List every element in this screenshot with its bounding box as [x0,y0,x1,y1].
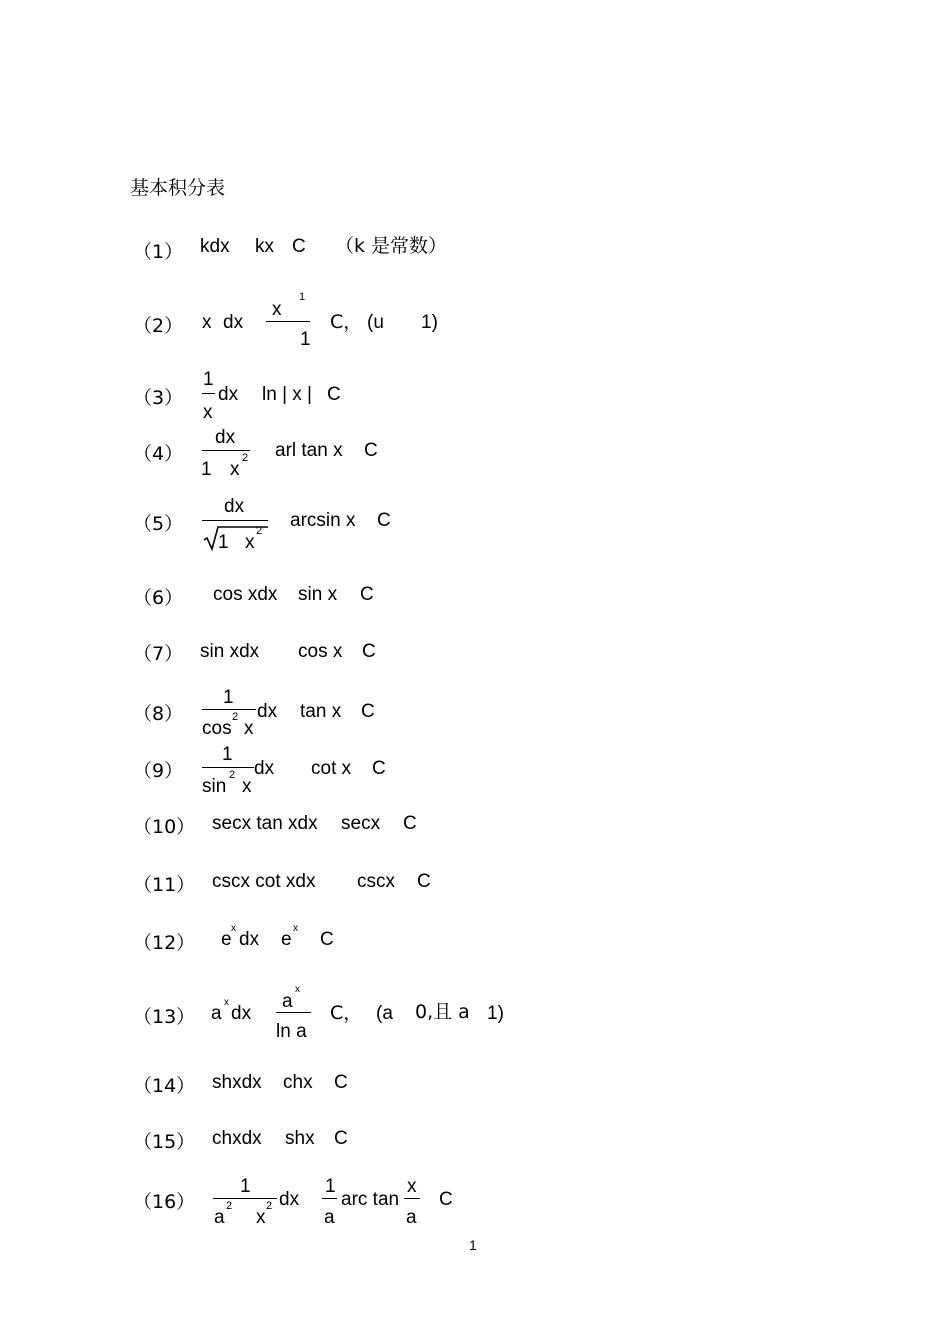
result: kx [255,236,274,257]
constant: C [334,1128,348,1149]
denominator-term-2: x [244,718,254,739]
denominator-term-1: sin [202,776,227,797]
condition-middle: 0,且 a [415,1001,470,1023]
constant: C [320,929,334,950]
denominator-term-2: x [230,459,240,480]
formula-label: （12） [133,932,196,954]
result: arl tan x [275,440,343,461]
fraction-bar [202,767,254,768]
fraction-bar [202,393,215,394]
denominator-superscript: 2 [232,711,239,723]
formula-label: （7） [133,643,184,665]
integrand-dx: dx [254,758,275,779]
formula-label: （4） [133,443,184,465]
integrand-dx: dx [231,1003,252,1024]
argument-denominator: a [406,1207,417,1228]
integrand: kdx [200,236,230,257]
result: chx [283,1072,313,1093]
denominator-superscript-1: 2 [226,1200,233,1212]
condition-open: (u [367,312,384,333]
denominator-term-2: x [245,532,255,553]
result: cot x [311,758,352,779]
formula-label: （15） [133,1131,196,1153]
result: cscx [357,871,395,892]
integrand-dx: dx [239,929,260,950]
result: tan x [300,701,342,722]
formula-label: （10） [133,816,196,838]
constant: C [361,701,375,722]
page-title: 基本积分表 [130,177,226,199]
constant: C [372,758,386,779]
condition-open: (a [376,1003,393,1024]
denominator-term-1: a [214,1207,225,1228]
formula-label: （9） [133,760,184,782]
result: cos x [298,641,343,662]
constant: C [360,584,374,605]
integrand-base: e [221,929,232,950]
formula-label: （5） [133,513,184,535]
result-base: e [281,929,292,950]
formula-label: （14） [133,1075,196,1097]
integrand-superscript: x [224,997,229,1008]
integrand: secx tan xdx [212,813,318,834]
constant: C [327,384,341,405]
integrand-base: x [202,312,212,333]
fraction-denominator: 1 [300,329,311,350]
fraction-bar [266,321,310,322]
fraction-numerator: 1 [203,369,214,390]
formula-label: （2） [133,315,184,337]
result: arc tan [341,1189,400,1210]
denominator-superscript-2: 2 [266,1200,273,1212]
formula-note: （k 是常数） [335,235,448,257]
integrand: sin xdx [200,641,260,662]
denominator-term-1: cos [202,718,232,739]
constant: C [417,871,431,892]
fraction-numerator: x [272,299,282,320]
fraction-bar [322,1198,337,1199]
formula-label: （3） [133,387,184,409]
integrand: chxdx [212,1128,262,1149]
result: secx [341,813,381,834]
constant: C [377,510,391,531]
denominator-superscript: 2 [229,769,236,781]
fraction-bar [202,520,268,521]
numerator-superscript: 1 [299,291,306,303]
integrand-superscript: x [231,923,236,934]
result: shx [285,1128,315,1149]
fraction-numerator: dx [215,427,236,448]
denominator-superscript: 2 [242,452,249,464]
result: ln | x | [262,384,312,405]
formula-label: （1） [133,241,184,263]
integrand: cos xdx [213,584,278,605]
condition-close: 1) [487,1003,504,1024]
fraction-bar [404,1198,420,1199]
constant: C [364,440,378,461]
fraction-bar [202,709,256,710]
constant: C [334,1072,348,1093]
fraction-numerator: dx [224,496,245,517]
integrand-dx: dx [218,384,239,405]
condition-close: 1) [421,312,438,333]
fraction-denominator: x [203,402,213,423]
formula-label: （11） [133,874,196,896]
coefficient-numerator: 1 [325,1176,336,1197]
formula-label: （13） [133,1006,196,1028]
formula-label: （8） [133,703,184,725]
constant: C [439,1189,453,1210]
fraction-numerator: 1 [240,1176,251,1197]
fraction-bar [276,1012,311,1013]
formula-label: （6） [133,587,184,609]
denominator-term-2: x [242,776,252,797]
constant: C， [330,311,363,333]
fraction-numerator: a [282,991,293,1012]
integrand-dx: dx [257,701,278,722]
integrand: cscx cot xdx [212,871,316,892]
fraction-numerator: 1 [222,744,233,765]
integrand-base: a [211,1003,222,1024]
fraction-denominator: ln a [276,1021,307,1042]
coefficient-denominator: a [324,1207,335,1228]
fraction-numerator: 1 [223,687,234,708]
result: arcsin x [290,510,356,531]
denominator-term-1: 1 [201,459,212,480]
page-number: 1 [469,1237,477,1253]
argument-numerator: x [407,1176,417,1197]
denominator-term-1: 1 [218,532,229,553]
constant: C [403,813,417,834]
constant: C， [330,1002,363,1024]
constant: C [292,236,306,257]
constant: C [362,641,376,662]
result-superscript: x [293,923,298,934]
integrand-dx: dx [223,312,244,333]
integrand: shxdx [212,1072,262,1093]
integrand-dx: dx [279,1189,300,1210]
numerator-superscript: x [295,984,300,995]
denominator-term-2: x [256,1207,266,1228]
result: sin x [298,584,338,605]
formula-label: （16） [133,1191,196,1213]
fraction-bar [202,450,250,451]
fraction-bar [213,1198,277,1199]
denominator-superscript: 2 [256,525,263,537]
